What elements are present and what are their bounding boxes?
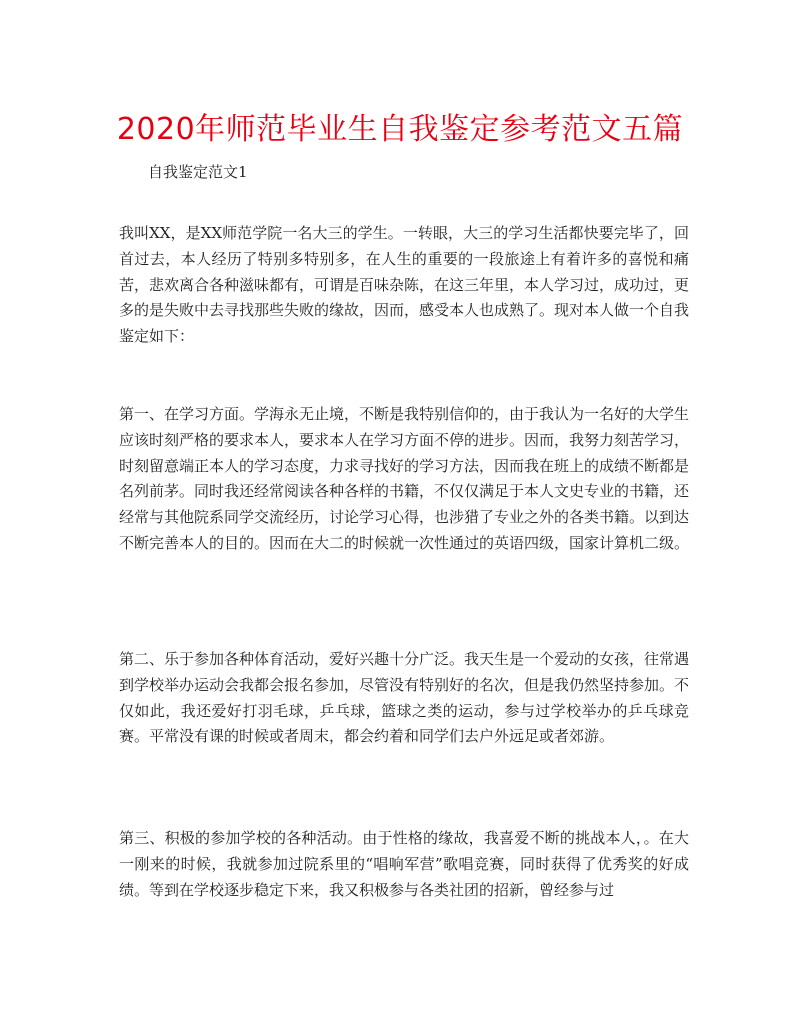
paragraph-study: 第一、在学习方面。学海永无止境，不断是我特别信仰的，由于我认为一名好的大学生应该时刻严格的要求本人，要求本人在学习方面不停的进步。因而，我努力刻苦学习，时刻留意端正本人的学习态度，力求寻找好的学习方法，因而我在班上的成绩不断都是名列前茅。同时我还经常阅读各种各样的书籍，不仅仅满足于本人文史专业的书籍，还经常与其他院系同学交流经历，讨论学习心得，也涉猎了专业之外的各类书籍。以到达不断完善本人的目的。因而在大二的时候就一次性通过的英语四级，国家计算机二级。 xyxy=(119,405,690,552)
paragraph-activities: 第三、积极的参加学校的各种活动。由于性格的缘故，我喜爱不断的挑战本人，。在大一刚来的时候，我就参加过院系里的“唱响军营”歌唱竞赛，同时获得了优秀奖的好成绩。等到在学校逐步稳定下来，我又积极参与各类社团的招新，曾经参与过 xyxy=(119,829,689,899)
paragraph-sports: 第二、乐于参加各种体育活动，爱好兴趣十分广泛。我天生是一个爱动的女孩，往常遇到学校举办运动会我都会报名参加，尽管没有特别好的名次，但是我仍然坚持参加。不仅如此，我还爱好打羽毛球，乒乓球，篮球之类的运动，参与过学校举办的乒乓球竞赛。平常没有课的时候或者周末，都会约着和同学们去户外远足或者郊游。 xyxy=(119,650,690,746)
paragraph-intro: 我叫XX，是XX师范学院一名大三的学生。一转眼，大三的学习生活都快要完毕了，回首过去，本人经历了特别多特别多，在人生的重要的一段旅途上有着许多的喜悦和痛苦，悲欢离合各种滋味都有，可谓是百味杂陈，在这三年里，本人学习过，成功过，更多的是失败中去寻找那些失败的缘故，因而，感受本人也成熟了。现对本人做一个自我鉴定如下： xyxy=(119,224,690,346)
document-title: 2020年师范毕业生自我鉴定参考范文五篇 xyxy=(116,112,684,147)
document-subtitle: 自我鉴定范文1 xyxy=(148,163,248,181)
